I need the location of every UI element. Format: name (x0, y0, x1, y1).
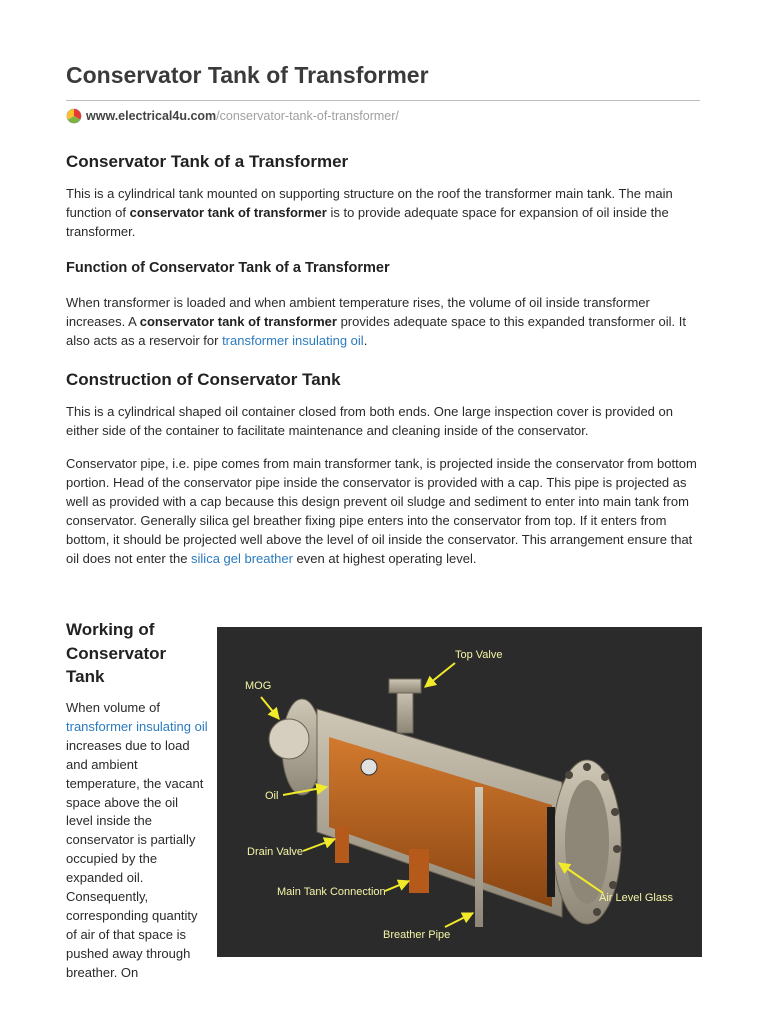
page-title: Conservator Tank of Transformer (66, 62, 429, 88)
right-flange-inner-shape (565, 780, 609, 904)
bolt-shape (613, 845, 621, 853)
transformer-insulating-oil-link-2[interactable]: transformer insulating oil (66, 718, 208, 734)
label-top-valve: Top Valve (455, 649, 503, 661)
float-shape (361, 759, 377, 775)
drain-valve-pipe-shape (335, 827, 349, 863)
label-main-tank-connection: Main Tank Connection (277, 886, 386, 898)
bold-term: conservator tank of transformer (139, 314, 337, 329)
paragraph-construction-1: This is a cylindrical shaped oil container closed from both ends. One large inspection cover is provided on either side of the container to facilitate maintenance and cleaning inside of the conservator. (66, 404, 673, 438)
site-logo-icon (66, 108, 82, 124)
bold-term: conservator tank of transformer (129, 205, 327, 220)
source-domain-link[interactable]: www.electrical4u.com (86, 109, 217, 123)
bolt-shape (609, 881, 617, 889)
conservator-tank-illustration (217, 627, 702, 957)
text-span: Conservator pipe, i.e. pipe comes from main transformer tank, is projected inside the conservator from bottom portion. Head of the conservator pipe inside the conservator is provided with a cap. This pipe is projected as well as provided with a cap because this design prevent oil sludge and sediment to enter into main tank from conservator. Generally silica gel breather fixing pipe enters into the conservator from top. If it enters from bottom, it should be projected well above the level of oil inside the conservator. This arrangement ensure that oil does not enter the (66, 456, 697, 566)
label-oil: Oil (265, 790, 279, 802)
label-mog: MOG (245, 680, 272, 692)
arrow-mog (261, 697, 279, 719)
silica-gel-breather-link[interactable]: silica gel breather (191, 551, 293, 566)
top-valve-cap-shape (389, 679, 421, 693)
text-span: When transformer is loaded and when ambient temperature rises, the volume of oil inside transformer increases. A (66, 295, 650, 329)
text-span: even at highest operating level. (292, 551, 477, 566)
arrow-breather-pipe (445, 913, 473, 927)
text-span: When volume of (66, 700, 160, 715)
text-span: provides adequate space to this expanded transformer oil. It also acts as a reservoir for (66, 314, 686, 348)
section-heading-conservator-tank: Conservator Tank of a Transformer (66, 152, 349, 171)
bolt-shape (611, 808, 619, 816)
section-heading-function: Function of Conservator Tank of a Transformer (66, 260, 390, 276)
arrow-top-valve (425, 663, 455, 687)
bolt-shape (593, 908, 601, 916)
section-heading-working: Working of Conservator Tank (66, 620, 167, 686)
air-level-glass-shape (547, 807, 555, 897)
paragraph-intro (66, 184, 706, 241)
label-drain-valve: Drain Valve (247, 846, 304, 858)
bolt-shape (565, 771, 573, 779)
label-breather-pipe: Breather Pipe (383, 929, 451, 941)
breather-pipe-shape (475, 787, 483, 927)
source-path: /conservator-tank-of-transformer/ (216, 109, 399, 123)
source-line (66, 108, 399, 124)
bolt-shape (601, 773, 609, 781)
label-air-level-glass: Air Level Glass (599, 892, 673, 904)
main-tank-connection-pipe-shape (409, 849, 429, 893)
paragraph-working (66, 699, 208, 983)
text-span: . (363, 333, 368, 348)
paragraph-construction-2 (66, 454, 706, 568)
title-divider (66, 100, 700, 101)
conservator-tank-figure (217, 627, 702, 957)
text-span: is to provide adequate space for expansion of oil inside the transformer. (66, 205, 669, 239)
arrow-main-tank-connection (385, 881, 409, 891)
text-span: increases due to load and ambient temperature, the vacant space above the oil level inside the conservator is partially occupied by the expanded oil. Consequently, corresponding quantity of air of that space is pushed away through breather. On (66, 737, 204, 980)
top-valve-pipe-shape (397, 689, 413, 733)
bolt-shape (583, 763, 591, 771)
section-heading-construction: Construction of Conservator Tank (66, 370, 341, 389)
arrow-drain-valve (303, 839, 335, 851)
text-span: This is a cylindrical tank mounted on supporting structure on the roof the transformer main tank. The main function of (66, 186, 673, 220)
paragraph-function (66, 293, 706, 350)
mog-gauge-shape (269, 719, 309, 759)
transformer-insulating-oil-link[interactable]: transformer insulating oil (222, 333, 364, 348)
